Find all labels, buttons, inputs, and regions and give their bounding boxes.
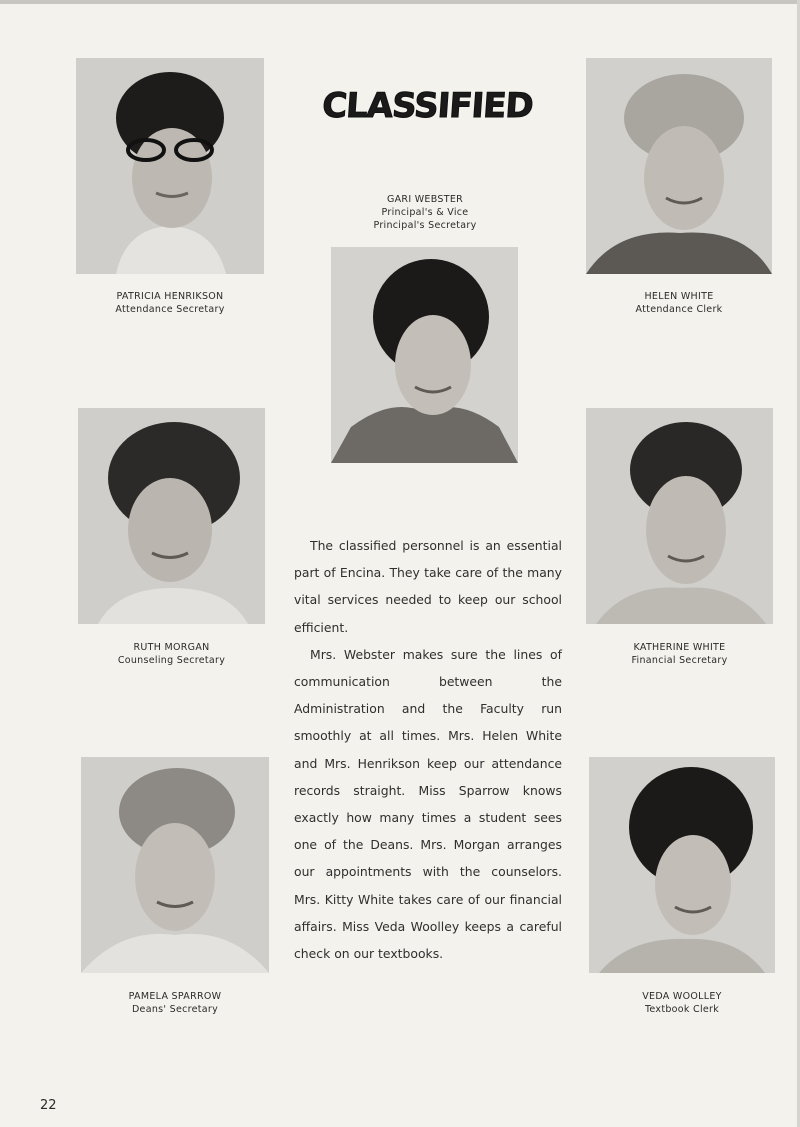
page-number: 22: [40, 1098, 57, 1113]
staff-role: Textbook Clerk: [644, 1004, 720, 1015]
staff-role: Counseling Secretary: [117, 655, 226, 666]
staff-role-line1: Principal's & Vice: [381, 207, 469, 218]
staff-name: KATHERINE WHITE: [633, 642, 726, 653]
portrait-photo-patricia-henrikson: [76, 58, 264, 274]
staff-name: VEDA WOOLLEY: [642, 991, 722, 1002]
caption-gari-webster: [332, 193, 518, 232]
staff-role-line2: Principal's Secretary: [373, 220, 477, 231]
portrait-photo-katherine-white: [586, 408, 773, 624]
portrait-photo-pamela-sparrow: [81, 757, 269, 973]
portrait-photo-gari-webster: [331, 247, 518, 463]
staff-name: PATRICIA HENRIKSON: [116, 291, 224, 302]
page-top-edge: [0, 0, 800, 4]
caption-veda-woolley: [589, 990, 775, 1016]
caption-helen-white: [586, 290, 772, 316]
caption-pamela-sparrow: [81, 990, 269, 1016]
staff-role: Financial Secretary: [631, 655, 728, 666]
portrait-photo-veda-woolley: [589, 757, 775, 973]
caption-katherine-white: [586, 641, 773, 667]
staff-name: PAMELA SPARROW: [128, 991, 222, 1002]
page-title: CLASSIFIED: [320, 86, 534, 126]
portrait-photo-helen-white: [586, 58, 772, 274]
staff-role: Deans' Secretary: [131, 1004, 219, 1015]
staff-role: Attendance Secretary: [115, 304, 225, 315]
caption-ruth-morgan: [78, 641, 265, 667]
paragraph: Mrs. Webster makes sure the lines of communication between the Administration and the Faculty run smoothly at all times. Mrs. Helen White and Mrs. Henrikson keep our attendance records straight. Miss Sparrow knows exactly how many times a student sees one of the Deans. Mrs. Morgan arranges our appointments with the counselors. Mrs. Kitty White takes care of our financial affairs. Miss Veda Woolley keeps a careful check on our textbooks.: [294, 646, 562, 962]
staff-role: Attendance Clerk: [635, 304, 723, 315]
staff-name: HELEN WHITE: [644, 291, 714, 302]
body-text: [294, 532, 562, 967]
paragraph: The classified personnel is an essential part of Encina. They take care of the many vital services needed to keep our school efficient.: [294, 538, 562, 635]
staff-name: RUTH MORGAN: [133, 642, 210, 653]
portrait-photo-ruth-morgan: [78, 408, 265, 624]
caption-patricia-henrikson: [76, 290, 264, 316]
staff-name: GARI WEBSTER: [386, 194, 464, 205]
